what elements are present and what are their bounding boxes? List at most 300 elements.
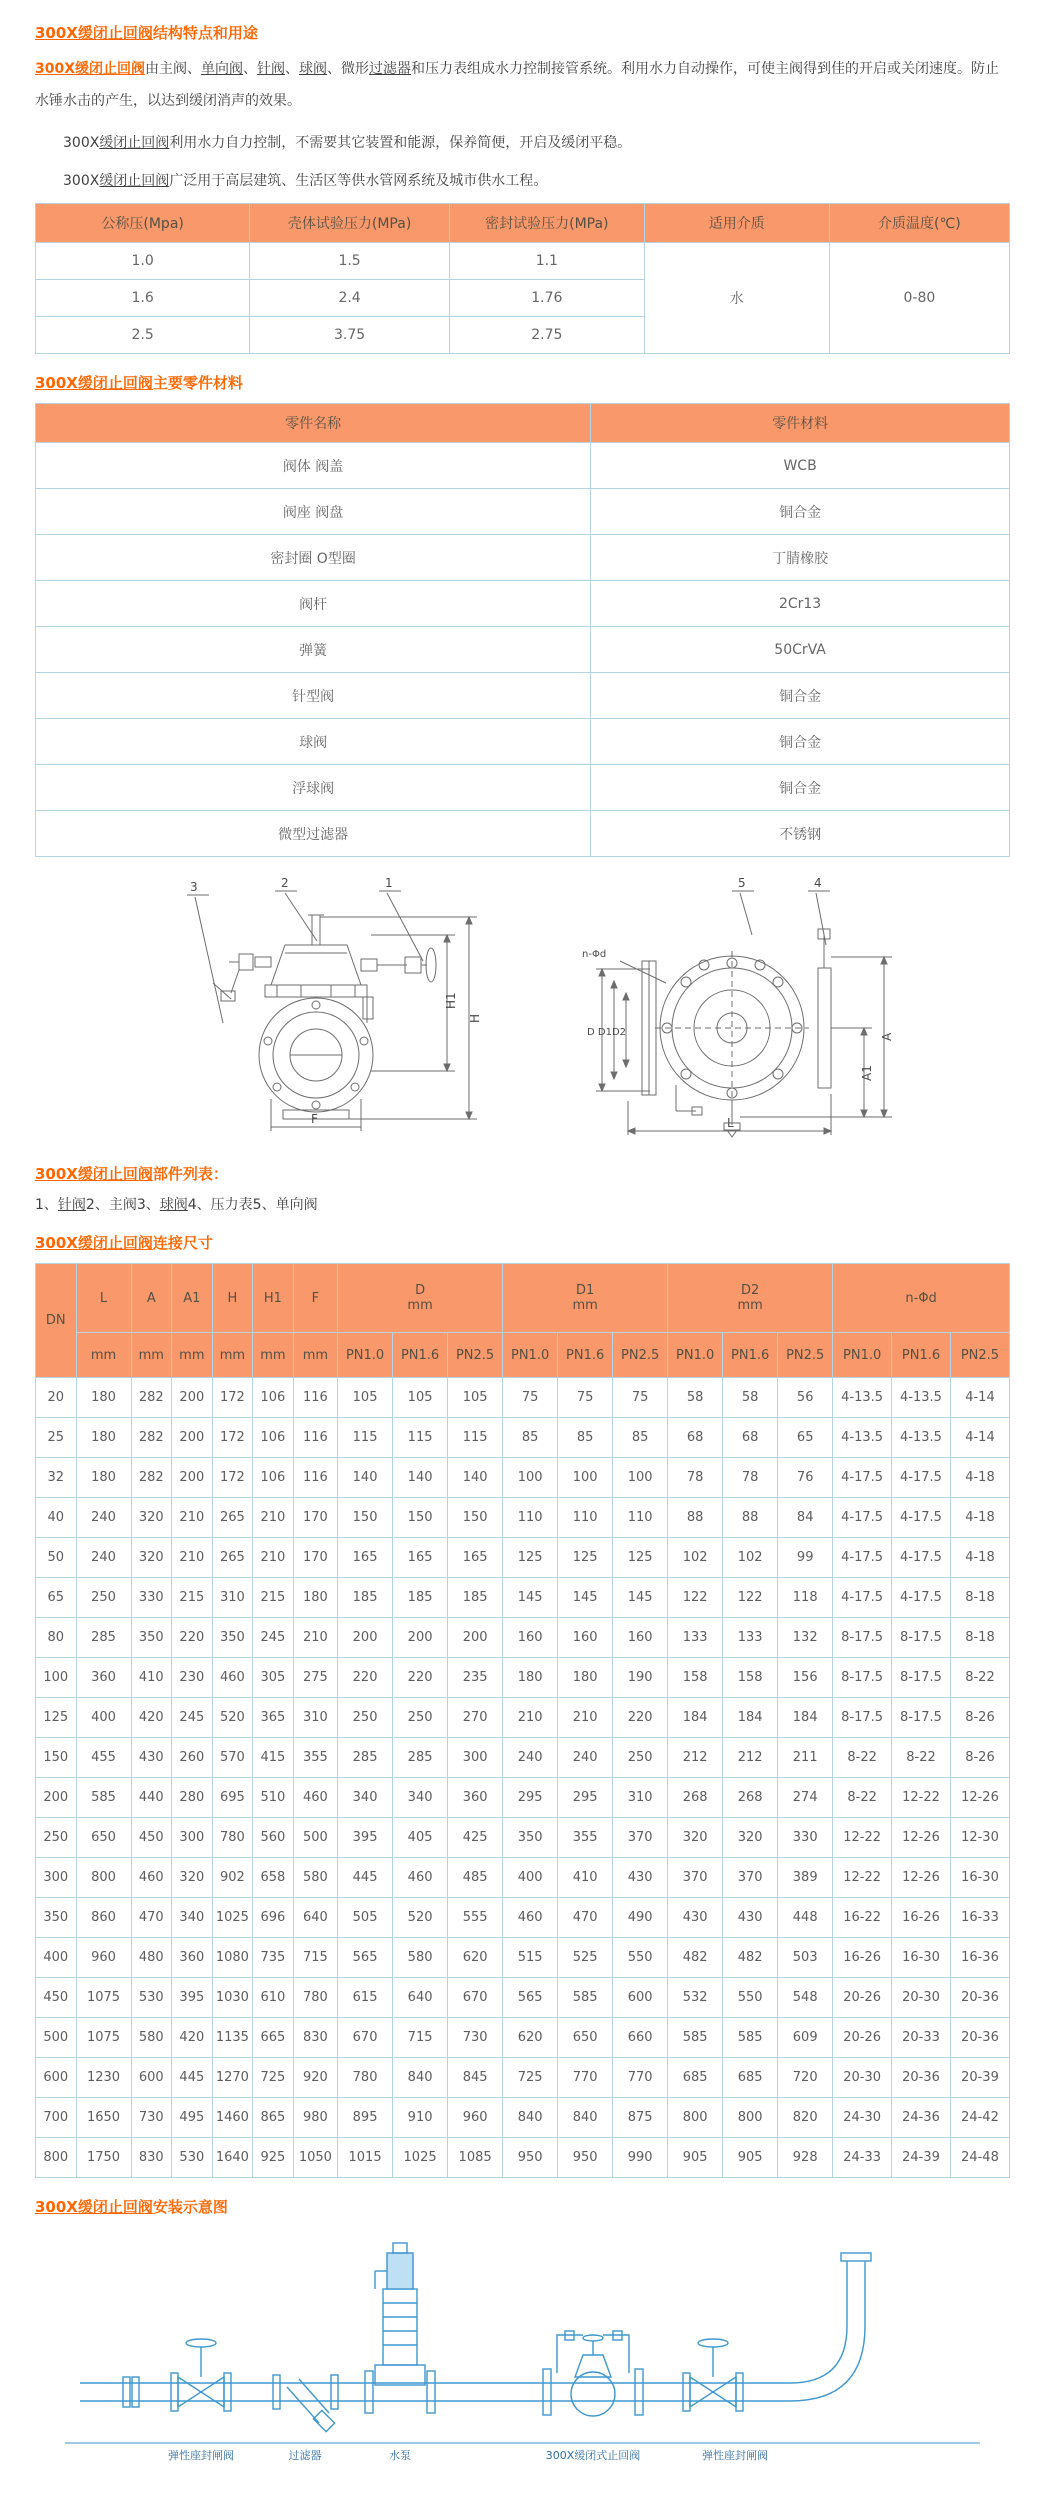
table-row (36, 1818, 1010, 1858)
cell: 730 (131, 2098, 172, 2138)
cell: 8-22 (833, 1778, 892, 1818)
cell: 160 (503, 1618, 558, 1658)
table-row (36, 811, 1010, 857)
cell: 268 (723, 1778, 778, 1818)
section-title-rest: 结构特点和用途 (152, 24, 258, 42)
cell: 1.6 (36, 280, 250, 317)
cell: 12-22 (892, 1778, 951, 1818)
cell: 16-26 (892, 1898, 951, 1938)
cell: 105 (338, 1378, 393, 1418)
cell: 265 (212, 1498, 253, 1538)
cell: 150 (338, 1498, 393, 1538)
cell: 665 (253, 2018, 294, 2058)
product-link[interactable]: 300X缓闭止回阀 (35, 2198, 153, 2216)
cell: 658 (253, 1858, 294, 1898)
cell: PN1.6 (723, 1333, 778, 1378)
cell: 16-22 (833, 1898, 892, 1938)
table-row (36, 1418, 1010, 1458)
label-gate-valve-right: 弹性座封闸阀 (702, 2449, 768, 2462)
cell: 600 (613, 1978, 668, 2018)
cell: 185 (393, 1578, 448, 1618)
cell: 16-33 (950, 1898, 1009, 1938)
cell: 670 (338, 2018, 393, 2058)
cell: 800 (668, 2098, 723, 2138)
cell: 780 (338, 2058, 393, 2098)
cell: 4-17.5 (892, 1458, 951, 1498)
cell: 530 (131, 1978, 172, 2018)
cell: 460 (503, 1898, 558, 1938)
cell: 370 (723, 1858, 778, 1898)
cell: 910 (393, 2098, 448, 2138)
cell: 84 (778, 1498, 833, 1538)
inline-link[interactable]: 单向阀 (201, 61, 244, 77)
inline-link[interactable]: 缓闭止回阀 (99, 135, 170, 151)
inline-link[interactable]: 过滤器 (369, 61, 412, 77)
dimensions-header-row (36, 1264, 1010, 1333)
cell: 250 (613, 1738, 668, 1778)
cell: 4-17.5 (892, 1578, 951, 1618)
text-run: 和压力表组成水力控制接管系统。利用水力自动操作，可使主阀得到佳的开启或关闭速度。防止水锤水击的产生，以达到缓闭消声的效果。 (35, 61, 1000, 109)
cell: 230 (172, 1658, 213, 1698)
cell: 400 (503, 1858, 558, 1898)
cell: 105 (448, 1378, 503, 1418)
col-header: H1 (253, 1264, 294, 1333)
table-row (36, 1698, 1010, 1738)
cell: 430 (668, 1898, 723, 1938)
cell: 100 (503, 1458, 558, 1498)
cell: 565 (338, 1938, 393, 1978)
cell: 2Cr13 (591, 581, 1010, 627)
cell: 532 (668, 1978, 723, 2018)
cell: 8-26 (950, 1698, 1009, 1738)
cell: 685 (723, 2058, 778, 2098)
cell: 300 (36, 1858, 77, 1898)
cell: 172 (212, 1418, 253, 1458)
cell: 180 (76, 1458, 131, 1498)
cell: 78 (723, 1458, 778, 1498)
product-link[interactable]: 300X缓闭止回阀 (35, 1234, 153, 1252)
technical-drawing (35, 873, 1010, 1145)
cell: 560 (253, 1818, 294, 1858)
cell: 905 (723, 2138, 778, 2178)
cell: 515 (503, 1938, 558, 1978)
cell: 585 (668, 2018, 723, 2058)
section-title-features (35, 22, 1010, 43)
cell: 85 (558, 1418, 613, 1458)
cell: 520 (212, 1698, 253, 1738)
cell: 990 (613, 2138, 668, 2178)
cell: 133 (668, 1618, 723, 1658)
cell: 320 (723, 1818, 778, 1858)
cell: 285 (338, 1738, 393, 1778)
table-row (36, 535, 1010, 581)
cell: 65 (778, 1418, 833, 1458)
cell: 215 (253, 1578, 294, 1618)
cell: 980 (293, 2098, 337, 2138)
cell: 172 (212, 1458, 253, 1498)
cell: 355 (558, 1818, 613, 1858)
cell: 448 (778, 1898, 833, 1938)
dim-l: L (727, 1116, 734, 1130)
cell: 58 (723, 1378, 778, 1418)
col-group-n-phi-d: n-Φd (833, 1264, 1010, 1333)
cell: 615 (338, 1978, 393, 2018)
cell: 300 (448, 1738, 503, 1778)
cell: 56 (778, 1378, 833, 1418)
cell: 960 (448, 2098, 503, 2138)
cell: 125 (503, 1538, 558, 1578)
pressure-table (35, 203, 1010, 354)
cell: 170 (293, 1538, 337, 1578)
cell: 25 (36, 1418, 77, 1458)
cell: 20-26 (833, 2018, 892, 2058)
cell: 165 (448, 1538, 503, 1578)
cell: 212 (668, 1738, 723, 1778)
cell: 282 (131, 1458, 172, 1498)
cell: 184 (668, 1698, 723, 1738)
col-header: 介质温度(℃) (829, 204, 1009, 243)
cell: 730 (448, 2018, 503, 2058)
label-gate-valve-left: 弹性座封闸阀 (168, 2449, 234, 2462)
materials-header-row (36, 404, 1010, 443)
cell: 395 (172, 1978, 213, 2018)
text-run: 300X (63, 173, 100, 189)
cell: 220 (172, 1618, 213, 1658)
cell: 925 (253, 2138, 294, 2178)
cell: 1.1 (449, 243, 644, 280)
cell: 720 (778, 2058, 833, 2098)
cell: 阀座 阀盘 (36, 489, 591, 535)
cell: 715 (293, 1938, 337, 1978)
inline-link[interactable]: 球阀 (299, 61, 328, 77)
cell: 845 (448, 2058, 503, 2098)
cell: 105 (393, 1378, 448, 1418)
callout-3: 3 (190, 880, 198, 894)
label-pump: 水泵 (389, 2449, 411, 2462)
text-run: 1、 (35, 1197, 58, 1213)
cell: 585 (558, 1978, 613, 2018)
cell: 76 (778, 1458, 833, 1498)
cell: 140 (448, 1458, 503, 1498)
cell: 505 (338, 1898, 393, 1938)
cell: 75 (503, 1378, 558, 1418)
dim-f: F (311, 1112, 318, 1126)
parts-list-items (35, 1194, 1010, 1214)
dim-n-phi-d: n-Φd (582, 949, 607, 960)
cell: 640 (293, 1898, 337, 1938)
cell: 250 (76, 1578, 131, 1618)
cell: PN1.0 (338, 1333, 393, 1378)
cell: 340 (338, 1778, 393, 1818)
pressure-header-row (36, 204, 1010, 243)
cell: 125 (558, 1538, 613, 1578)
cell: 4-17.5 (892, 1538, 951, 1578)
cell: 180 (503, 1658, 558, 1698)
cell: 250 (36, 1818, 77, 1858)
cell: 695 (212, 1778, 253, 1818)
cell: 1075 (76, 1978, 131, 2018)
cell: 20-26 (833, 1978, 892, 2018)
col-header: H (212, 1264, 253, 1333)
cell: 185 (448, 1578, 503, 1618)
cell: 4-13.5 (833, 1378, 892, 1418)
section-title-rest: 主要零件材料 (152, 374, 243, 392)
section-title-materials (35, 372, 1010, 393)
cell: 650 (76, 1818, 131, 1858)
callout-2: 2 (281, 876, 289, 890)
cell: 20-36 (950, 2018, 1009, 2058)
cell: 715 (393, 2018, 448, 2058)
cell: 500 (293, 1818, 337, 1858)
cell: PN1.6 (892, 1333, 951, 1378)
cell: 100 (36, 1658, 77, 1698)
cell: 150 (448, 1498, 503, 1538)
cell: 1460 (212, 2098, 253, 2138)
text-run: 2、主阀3、 (85, 1197, 160, 1213)
cell: 640 (393, 1978, 448, 2018)
cell-temperature: 0-80 (829, 243, 1009, 354)
inline-link[interactable]: 缓闭止回阀 (99, 173, 170, 189)
cell: 425 (448, 1818, 503, 1858)
cell: 4-18 (950, 1498, 1009, 1538)
cell: 4-14 (950, 1418, 1009, 1458)
cell: 165 (393, 1538, 448, 1578)
cell: 389 (778, 1858, 833, 1898)
cell: 282 (131, 1418, 172, 1458)
text-run: 利用水力自力控制，不需要其它装置和能源，保养简便，开启及缓闭平稳。 (169, 135, 632, 151)
cell: 12-30 (950, 1818, 1009, 1858)
cell: 210 (253, 1498, 294, 1538)
cell: PN1.0 (668, 1333, 723, 1378)
text-run: 、 (243, 61, 258, 77)
col-header: 零件材料 (591, 404, 1010, 443)
cell: 80 (36, 1618, 77, 1658)
cell: 1025 (212, 1898, 253, 1938)
cell: 116 (293, 1378, 337, 1418)
col-group-d2: D2 mm (668, 1264, 833, 1333)
cell: 270 (448, 1698, 503, 1738)
cell: 8-17.5 (892, 1658, 951, 1698)
cell: 240 (76, 1498, 131, 1538)
cell-medium: 水 (644, 243, 829, 354)
cell: 150 (393, 1498, 448, 1538)
col-header: F (293, 1264, 337, 1333)
cell: 12-22 (833, 1858, 892, 1898)
cell: 20-36 (892, 2058, 951, 2098)
cell: 370 (668, 1858, 723, 1898)
cell: 340 (393, 1778, 448, 1818)
cell: 50CrVA (591, 627, 1010, 673)
table-row (36, 443, 1010, 489)
cell: 浮球阀 (36, 765, 591, 811)
cell: 400 (76, 1698, 131, 1738)
cell: mm (253, 1333, 294, 1378)
cell: PN2.5 (613, 1333, 668, 1378)
cell: 445 (338, 1858, 393, 1898)
cell: 585 (76, 1778, 131, 1818)
inline-link[interactable]: 300X缓闭止回阀 (35, 61, 146, 77)
cell: 660 (613, 2018, 668, 2058)
callout-1: 1 (385, 876, 393, 890)
cell: 100 (558, 1458, 613, 1498)
cell: 78 (668, 1458, 723, 1498)
cell: 350 (36, 1898, 77, 1938)
table-row (36, 1578, 1010, 1618)
inline-link[interactable]: 针阀 (257, 61, 286, 77)
cell: 620 (448, 1938, 503, 1978)
section-title-parts-list (35, 1163, 1010, 1184)
table-row (36, 1898, 1010, 1938)
cell: 2.75 (449, 317, 644, 354)
cell: 555 (448, 1898, 503, 1938)
cell: 4-18 (950, 1538, 1009, 1578)
cell: 455 (76, 1738, 131, 1778)
callout-4: 4 (814, 876, 822, 890)
cell: 800 (36, 2138, 77, 2178)
col-header: 零件名称 (36, 404, 591, 443)
cell: 274 (778, 1778, 833, 1818)
cell: 40 (36, 1498, 77, 1538)
cell: 440 (131, 1778, 172, 1818)
label-strainer: 过滤器 (288, 2449, 322, 2462)
inline-link[interactable]: 球阀 (159, 1197, 188, 1213)
cell: 275 (293, 1658, 337, 1698)
text-run: 4、压力表5、单向阀 (187, 1197, 318, 1213)
cell: 482 (723, 1938, 778, 1978)
section-title-rest: 连接尺寸 (152, 1234, 213, 1252)
cell: 140 (393, 1458, 448, 1498)
cell: 100 (613, 1458, 668, 1498)
cell: 470 (131, 1898, 172, 1938)
installation-diagram (35, 2227, 1010, 2481)
cell: 450 (131, 1818, 172, 1858)
cell: 1270 (212, 2058, 253, 2098)
cell: 106 (253, 1458, 294, 1498)
cell: 420 (172, 2018, 213, 2058)
cell: 针型阀 (36, 673, 591, 719)
table-row (36, 243, 1010, 280)
cell: 145 (558, 1578, 613, 1618)
cell: 24-30 (833, 2098, 892, 2138)
cell: 140 (338, 1458, 393, 1498)
cell: 928 (778, 2138, 833, 2178)
cell: 895 (338, 2098, 393, 2138)
cell: 20-36 (950, 1978, 1009, 2018)
cell: 1.76 (449, 280, 644, 317)
cell: 115 (448, 1418, 503, 1458)
cell: mm (212, 1333, 253, 1378)
product-link[interactable]: 300X缓闭止回阀 (35, 1165, 153, 1183)
cell: 8-18 (950, 1578, 1009, 1618)
cell: 415 (253, 1738, 294, 1778)
table-row (36, 673, 1010, 719)
cell: 340 (172, 1898, 213, 1938)
cell: 550 (723, 1978, 778, 2018)
cell: 116 (293, 1418, 337, 1458)
cell: 16-30 (950, 1858, 1009, 1898)
cell: 68 (723, 1418, 778, 1458)
cell: 88 (668, 1498, 723, 1538)
cell: 200 (338, 1618, 393, 1658)
cell: 245 (253, 1618, 294, 1658)
cell: 800 (76, 1858, 131, 1898)
cell: 12-26 (892, 1818, 951, 1858)
cell: 密封圈 O型圈 (36, 535, 591, 581)
cell: 132 (778, 1618, 833, 1658)
cell: 102 (723, 1538, 778, 1578)
inline-link[interactable]: 针阀 (57, 1197, 86, 1213)
cell: 310 (293, 1698, 337, 1738)
table-row (36, 1658, 1010, 1698)
text-run: 由主阀、 (145, 61, 202, 77)
cell: 696 (253, 1898, 294, 1938)
cell: 520 (393, 1898, 448, 1938)
cell: 830 (131, 2138, 172, 2178)
cell: PN1.6 (393, 1333, 448, 1378)
cell: PN1.0 (833, 1333, 892, 1378)
cell: 115 (393, 1418, 448, 1458)
paragraph-usage (35, 165, 1010, 197)
cell: 400 (36, 1938, 77, 1978)
col-header: L (76, 1264, 131, 1333)
cell: 780 (293, 1978, 337, 2018)
cell: 158 (723, 1658, 778, 1698)
product-link[interactable]: 300X缓闭止回阀 (35, 24, 153, 42)
cell: 1.5 (250, 243, 450, 280)
cell: mm (131, 1333, 172, 1378)
cell: 1085 (448, 2138, 503, 2178)
cell: 350 (131, 1618, 172, 1658)
cell: 8-17.5 (892, 1618, 951, 1658)
cell: 1230 (76, 2058, 131, 2098)
cell: 微型过滤器 (36, 811, 591, 857)
cell: 610 (253, 1978, 294, 2018)
cell: 860 (76, 1898, 131, 1938)
cell: 210 (558, 1698, 613, 1738)
cell: 320 (172, 1858, 213, 1898)
cell: 735 (253, 1938, 294, 1978)
cell: 500 (36, 2018, 77, 2058)
cell: 85 (503, 1418, 558, 1458)
product-link[interactable]: 300X缓闭止回阀 (35, 374, 153, 392)
cell: 250 (393, 1698, 448, 1738)
cell: 820 (778, 2098, 833, 2138)
dim-h1: H1 (444, 992, 458, 1009)
cell: 4-17.5 (833, 1578, 892, 1618)
cell: 220 (338, 1658, 393, 1698)
cell: 阀杆 (36, 581, 591, 627)
cell: 211 (778, 1738, 833, 1778)
cell: 1640 (212, 2138, 253, 2178)
cell: 780 (212, 1818, 253, 1858)
cell: 8-22 (892, 1738, 951, 1778)
cell: 240 (558, 1738, 613, 1778)
cell: 265 (212, 1538, 253, 1578)
cell: 180 (76, 1418, 131, 1458)
cell: 830 (293, 2018, 337, 2058)
cell: 4-17.5 (892, 1498, 951, 1538)
cell: 1.0 (36, 243, 250, 280)
table-row (36, 581, 1010, 627)
cell: 285 (76, 1618, 131, 1658)
cell: 200 (172, 1458, 213, 1498)
cell: 650 (558, 2018, 613, 2058)
table-row (36, 1458, 1010, 1498)
cell: 110 (558, 1498, 613, 1538)
table-row (36, 2138, 1010, 2178)
text-run: 、微形 (327, 61, 370, 77)
table-row (36, 1498, 1010, 1538)
